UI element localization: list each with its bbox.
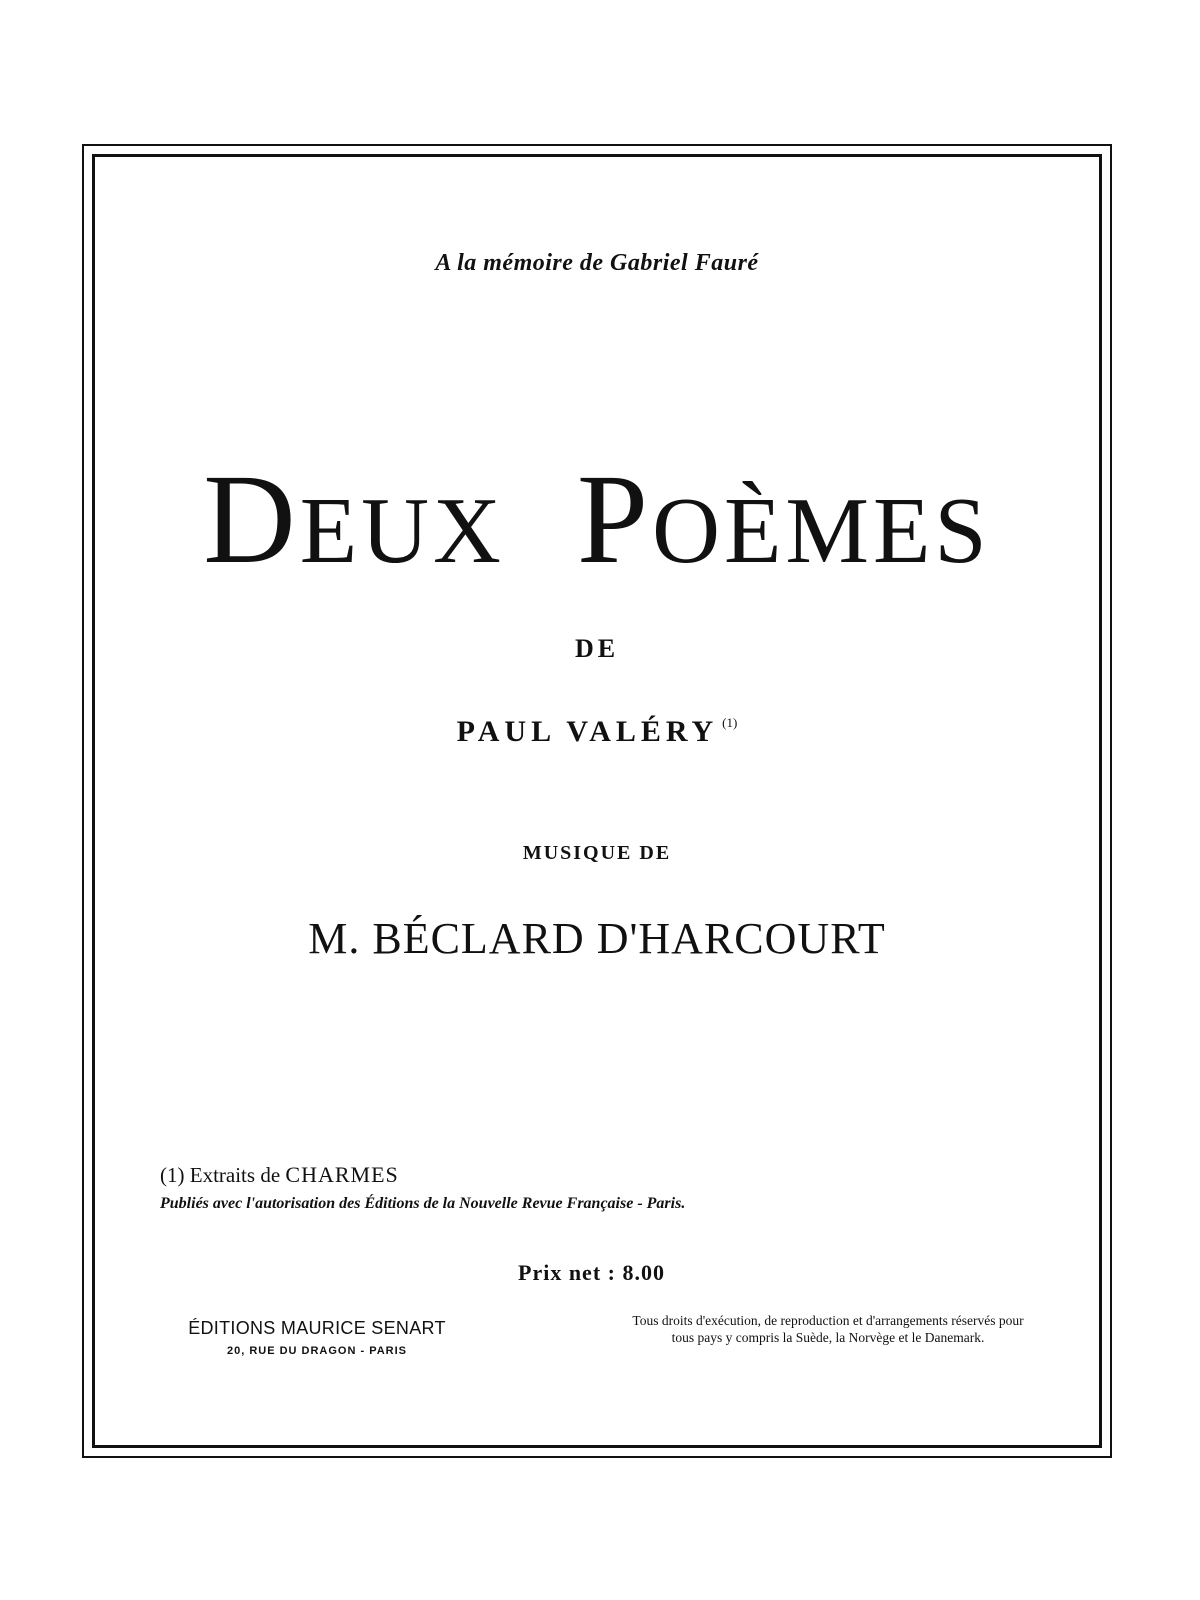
publisher-address: 20, RUE DU DRAGON - PARIS [226,1345,408,1357]
title-initial-1: D [203,448,300,590]
title-rest-1: EUX [299,479,505,583]
rights-notice: Tous droits d'exécution, de reproduction et d'arrangements réservés pour tous pays y compris la Suède, la Norvège et le Danemark. [632,1313,1024,1345]
inner-border [92,154,1102,1448]
publisher [172,1318,462,1357]
publisher-name: ÉDITIONS MAURICE SENART [188,1318,446,1338]
footnote [160,1162,399,1188]
de-label: DE [574,634,620,663]
title-initial-2: P [576,448,653,590]
title-rest-2: OÈMES [652,479,991,583]
price: Prix net : 8.00 [518,1260,665,1285]
footnote-collection: CHARMES [285,1162,399,1187]
footnote-marker: (1) [160,1163,185,1187]
dedication: A la mémoire de Gabriel Fauré [435,250,759,276]
poet-name: PAUL VALÉRY [456,715,719,748]
composer: M. BÉCLARD D'HARCOURT [308,914,886,963]
poet [92,715,1102,749]
musique-de-label: MUSIQUE DE [522,842,672,864]
permission-note: Publiés avec l'autorisation des Éditions de la Nouvelle Revue Française - Paris. [160,1195,686,1212]
poet-note-ref: (1) [722,715,738,730]
title [92,448,1102,590]
footnote-text: Extraits de [189,1163,281,1187]
